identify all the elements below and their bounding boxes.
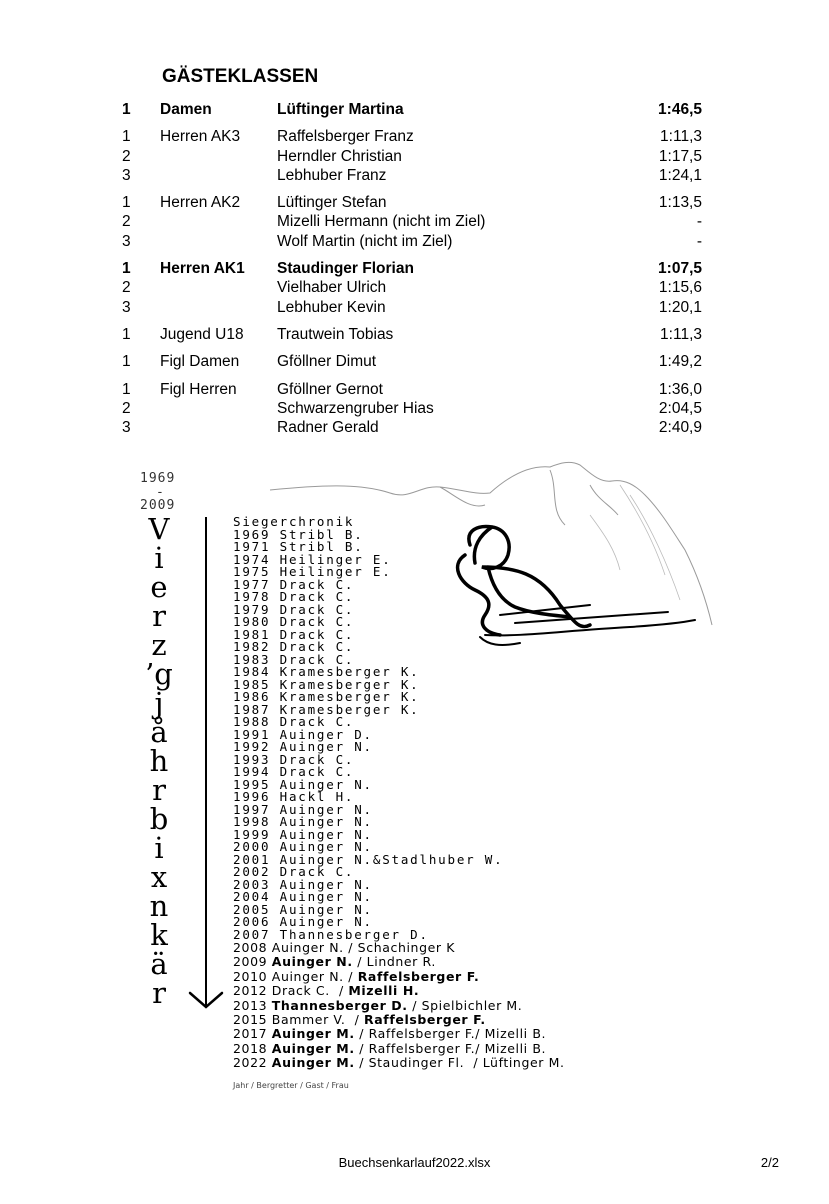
highlighted-winner: Auinger M. [271,1026,355,1042]
name-cell: Herndler Christian [277,147,402,165]
chronik-entry: 2000 Auinger N. [233,839,373,854]
time-cell: 1:49,2 [658,353,702,371]
result-group [122,325,702,344]
highlighted-winner: Thannesberger D. [271,997,408,1013]
chronik-entry [233,941,565,955]
chronik-heading: Siegerchronik [233,514,355,529]
place-cell: 3 [122,298,131,316]
chronik-entry: 2004 Auinger N. [233,889,373,904]
chronik-entry: 1983 Drack C. [233,651,355,667]
chronik-entry [233,1042,565,1056]
chronik-entry [233,984,565,998]
chronik-entry: 1974 Heilinger E. [233,551,392,567]
highlighted-winner: Auinger N. [271,954,353,970]
footer-page-number: 2/2 [760,1155,779,1170]
time-cell: 1:15,6 [658,279,702,297]
place-cell: 2 [122,213,131,231]
place-cell: 1 [122,101,131,118]
vertical-title-letter: V [148,512,170,546]
vertical-title-letter: i [154,831,164,865]
name-cell: Lüftinger Stefan [277,194,387,212]
place-cell: 3 [122,166,131,184]
entry-part: Drack C. / [271,983,349,999]
vertical-title-letter: x [150,860,168,894]
chronik-entry [233,1056,565,1070]
vertical-title-letter: n [149,889,169,923]
result-row [122,418,702,437]
chronik-entry: 1969 Stribl B. [233,526,364,542]
place-cell: 1 [122,128,131,146]
chronik-entry: 1999 Auinger N. [233,826,373,842]
result-group [122,193,702,251]
chronik-entry: 1994 Drack C. [233,764,355,779]
highlighted-winner: Auinger M. [271,1040,355,1056]
entry-part: 2013 [233,997,272,1013]
chronik-entry: 1996 Hackl H. [233,789,355,804]
chronik-entry: 1998 Auinger N. [233,814,373,829]
place-cell: 1 [122,353,131,371]
time-cell: 2:04,5 [658,399,702,417]
chronik-entry: 1988 Drack C. [233,714,355,729]
place-cell: 1 [122,194,131,212]
entry-part: 2017 [233,1026,272,1042]
chronik-entry: 2002 Drack C. [233,864,355,879]
time-cell: 1:20,1 [658,298,702,316]
entry-part: 2022 [233,1055,272,1071]
chronik-entry: 2007 Thannesberger D. [233,926,429,942]
chronik-entry: 2005 Auinger N. [233,901,373,917]
footer-filename: Buechsenkarlauf2022.xlsx [338,1155,491,1170]
chronik-entry: 2003 Auinger N. [233,876,373,892]
result-row [122,278,702,297]
vertical-title-letter: i [154,541,164,575]
time-cell: 1:36,0 [658,380,702,398]
chronik-entry: 1984 Kramesberger K. [233,664,420,679]
time-cell: 1:46,5 [658,101,702,118]
chronik-entry [233,970,565,984]
time-cell: - [696,232,702,250]
name-cell: Staudinger Florian [277,260,414,278]
class-cell: Damen [160,101,212,118]
highlighted-winner: Raffelsberger F. [357,968,480,984]
result-group [122,380,702,438]
result-group [122,352,702,371]
highlighted-winner: Raffelsberger F. [364,1011,486,1027]
chronik-entry: 1993 Drack C. [233,751,355,767]
chronik-entry: 2001 Auinger N.&Stadlhuber W. [233,851,504,867]
vertical-title-letter: z [151,628,167,662]
time-cell: 2:40,9 [658,419,702,437]
chronik-entry: 1971 Stribl B. [233,539,364,554]
entry-part: Bammer V. / [271,1011,365,1027]
vertical-title-letter: b [149,802,169,836]
page-title: GÄSTEKLASSEN [162,66,319,87]
vertical-title-letter: r [152,599,166,633]
vertical-title [134,512,184,1010]
vertical-title-letter: e [150,570,168,604]
chronik-entry [233,1013,565,1027]
vertical-title-letter: r [152,976,166,1010]
vertical-title-letter: ’g [145,657,173,691]
chronik-entry: 1992 Auinger N. [233,739,373,754]
time-cell: 1:17,5 [658,147,702,165]
winner-list [233,516,565,1071]
chronik-entry [233,1027,565,1041]
result-row [122,193,702,212]
vertical-title-letter: j [154,686,164,720]
chronik-entry: 1995 Auinger N. [233,776,373,792]
chronik-entry: 2006 Auinger N. [233,914,373,929]
entry-part: 2010 [233,968,272,984]
name-cell: Gföllner Gernot [277,380,383,398]
chronik-entry: 1979 Drack C. [233,601,355,617]
chronik-entry: 1982 Drack C. [233,639,355,654]
place-cell: 2 [122,147,131,165]
chronik-entry: 1986 Kramesberger K. [233,689,420,704]
place-cell: 2 [122,399,131,417]
chronik-entry: 1980 Drack C. [233,614,355,629]
entry-part: Auinger N. / Schachinger K [271,940,455,955]
result-row [122,212,702,231]
place-cell: 3 [122,232,131,250]
entry-part: 2015 [233,1011,272,1027]
chronik-entry [233,955,565,969]
year-end: 2009 [140,498,176,513]
time-cell: 1:24,1 [658,166,702,184]
place-cell: 3 [122,419,131,437]
chronik-entry: 1978 Drack C. [233,589,355,604]
result-row [122,232,702,251]
result-row [122,259,702,278]
mountain-shading [590,485,680,600]
result-row [122,100,702,119]
place-cell: 2 [122,279,131,297]
time-cell: - [696,213,702,231]
name-cell: Vielhaber Ulrich [277,279,387,297]
time-cell: 1:13,5 [658,194,702,212]
entry-part: Auinger N. / [271,968,358,984]
entry-part: 2009 [233,954,272,970]
entry-part: 2008 [233,940,272,955]
class-cell: Jugend U18 [160,325,244,343]
entry-part: / Raffelsberger F./ Mizelli B. [354,1040,547,1056]
year-dash: - [156,485,165,500]
entry-part: / Staudinger Fl. / Lüftinger M. [354,1055,565,1071]
name-cell: Gföllner Dimut [277,353,377,371]
time-cell: 1:11,3 [660,325,702,343]
chronik-entry: 1975 Heilinger E. [233,564,392,579]
entry-part: / Raffelsberger F./ Mizelli B. [354,1026,547,1042]
class-cell: Figl Herren [160,380,237,398]
place-cell: 1 [122,260,131,278]
result-row [122,127,702,146]
name-cell: Mizelli Hermann (nicht im Ziel) [277,213,486,231]
chronik-entry: 1991 Auinger D. [233,726,373,742]
name-cell: Wolf Martin (nicht im Ziel) [277,232,453,250]
highlighted-winner: Mizelli H. [348,983,420,999]
siegerchronik [120,455,720,1105]
name-cell: Lebhuber Kevin [277,298,386,316]
class-cell: Herren AK1 [160,260,245,278]
vertical-title-letter: k [150,918,168,952]
result-row [122,352,702,371]
name-cell: Raffelsberger Franz [277,128,414,146]
entry-part: / Lindner R. [352,954,436,970]
chronik-entry: 1977 Drack C. [233,576,355,592]
result-group [122,127,702,185]
result-group [122,259,702,317]
vertical-title-letter: å [150,715,168,749]
highlighted-winner: Auinger M. [271,1055,355,1071]
result-group [122,100,702,119]
class-cell: Figl Damen [160,353,240,371]
chronik-entry: 1985 Kramesberger K. [233,676,420,692]
entry-part: 2012 [233,983,272,999]
result-row [122,166,702,185]
result-row [122,380,702,399]
legend-note: Jahr / Bergretter / Gast / Frau [233,1081,349,1090]
place-cell: 1 [122,325,131,343]
time-cell: 1:07,5 [658,260,702,278]
vertical-title-letter: ä [150,947,168,981]
name-cell: Trautwein Tobias [277,325,394,343]
result-row [122,325,702,344]
name-cell: Lüftinger Martina [277,101,404,118]
time-cell: 1:11,3 [660,128,702,146]
result-row [122,147,702,166]
results-table [122,100,702,445]
chronik-entry [233,999,565,1013]
result-row [122,399,702,418]
chronik-entry: 1981 Drack C. [233,626,355,642]
vertical-title-letter: r [152,773,166,807]
entry-part: 2018 [233,1040,272,1056]
name-cell: Radner Gerald [277,419,379,437]
entry-part: / Spielbichler M. [407,997,523,1013]
class-cell: Herren AK3 [160,128,241,146]
place-cell: 1 [122,380,131,398]
chronik-entry: 1997 Auinger N. [233,801,373,817]
name-cell: Schwarzengruber Hias [277,399,434,417]
vertical-title-letter: h [149,744,169,778]
result-row [122,298,702,317]
class-cell: Herren AK2 [160,194,241,212]
year-start: 1969 [140,471,176,486]
chronik-entry: 1987 Kramesberger K. [233,701,420,717]
name-cell: Lebhuber Franz [277,166,387,184]
